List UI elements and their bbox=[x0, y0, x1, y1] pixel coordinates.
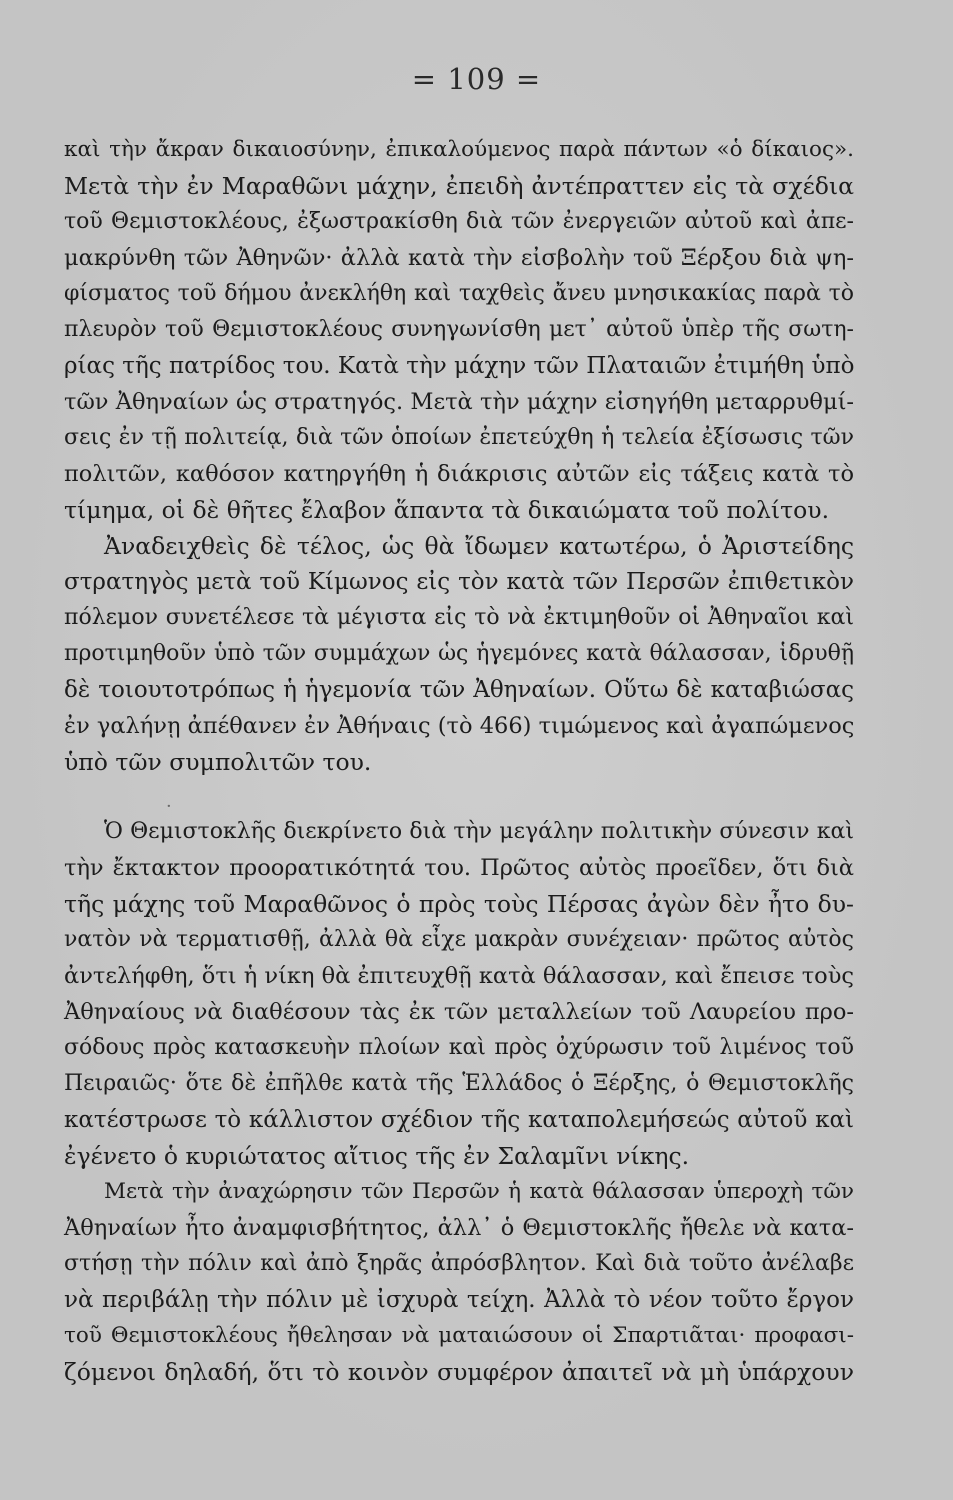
text-line: στρατηγὸς μετὰ τοῦ Κίμωνος εἰς τὸν κατὰ τῶν Περσῶν ἐπιθετικὸν bbox=[64, 569, 854, 595]
text-line: πολιτῶν, καθόσον κατηργήθη ἡ διάκρισις αὐτῶν εἰς τάξεις κατὰ τὸ bbox=[64, 461, 854, 487]
page-number: = 109 = bbox=[411, 62, 542, 96]
text-line: καὶ τὴν ἄκραν δικαιοσύνην, ἐπικαλούμενος παρὰ πάντων «ὁ δίκαιος». bbox=[64, 137, 854, 162]
text-line: ἀντελήφθη, ὅτι ἡ νίκη θὰ ἐπιτευχθῇ κατὰ θάλασσαν, καὶ ἔπεισε τοὺς bbox=[64, 963, 854, 989]
text-line: σόδους πρὸς κατασκευὴν πλοίων καὶ πρὸς ὀχύρωσιν τοῦ λιμένος τοῦ bbox=[64, 1035, 854, 1060]
text-line: νὰ περιβάλῃ τὴν πόλιν μὲ ἰσχυρὰ τείχη. Ἀλλὰ τὸ νέον τοῦτο ἔργον bbox=[64, 1287, 854, 1313]
text-line: Μετὰ τὴν ἀναχώρησιν τῶν Περσῶν ἡ κατὰ θάλασσαν ὑπεροχὴ τῶν bbox=[104, 1179, 854, 1204]
text-line: τὴν ἔκτακτον προορατικότητά του. Πρῶτος αὐτὸς προεῖδεν, ὅτι διὰ bbox=[64, 855, 854, 881]
text-line: πλευρὸν τοῦ Θεμιστοκλέους συνηγωνίσθη μετ᾽ αὐτοῦ ὑπὲρ τῆς σωτη- bbox=[64, 317, 854, 342]
text-line: προτιμηθοῦν ὑπὸ τῶν συμμάχων ὡς ἡγεμόνες κατὰ θάλασσαν, ἱδρυθῇ bbox=[64, 641, 854, 666]
text-line: ρίας τῆς πατρίδος του. Κατὰ τὴν μάχην τῶν Πλαταιῶν ἐτιμήθη ὑπὸ bbox=[64, 353, 855, 379]
text-line: ἐν γαλήνῃ ἀπέθανεν ἐν Ἀθήναις (τὸ 466) τιμώμενος καὶ ἀγαπώμενος bbox=[64, 713, 855, 739]
text-line: μακρύνθη τῶν Ἀθηνῶν· ἀλλὰ κατὰ τὴν εἰσβολὴν τοῦ Ξέρξου διὰ ψη- bbox=[64, 245, 854, 271]
text-line: Ἀναδειχθεὶς δὲ τέλος, ὡς θὰ ἴδωμεν κατωτέρω, ὁ Ἀριστείδης bbox=[104, 532, 854, 560]
text-line: ἐγένετο ὁ κυριώτατος αἴτιος τῆς ἐν Σαλαμῖνι νίκης. bbox=[64, 1142, 690, 1170]
text-line: Πειραιῶς· ὅτε δὲ ἐπῆλθε κατὰ τῆς Ἑλλάδος ὁ Ξέρξης, ὁ Θεμιστοκλῆς bbox=[64, 1071, 854, 1096]
text-line: τῶν Ἀθηναίων ὡς στρατηγός. Μετὰ τὴν μάχην εἰσηγήθη μεταρρυθμί- bbox=[64, 389, 854, 415]
text-line: πόλεμον συνετέλεσε τὰ μέγιστα εἰς τὸ νὰ ἐκτιμηθοῦν οἱ Ἀθηναῖοι καὶ bbox=[64, 605, 854, 630]
text-line: ζόμενοι δηλαδή, ὅτι τὸ κοινὸν συμφέρον ἀπαιτεῖ νὰ μὴ ὑπάρχουν bbox=[64, 1358, 854, 1386]
text-line: φίσματος τοῦ δήμου ἀνεκλήθη καὶ ταχθεὶς ἄνευ μνησικακίας παρὰ τὸ bbox=[64, 281, 854, 306]
text-line: νατὸν νὰ τερματισθῇ, ἀλλὰ θὰ εἶχε μακρὰν συνέχειαν· πρῶτος αὐτὸς bbox=[64, 927, 854, 952]
text-line: τοῦ Θεμιστοκλέους, ἐξωστρακίσθη διὰ τῶν ἐνεργειῶν αὐτοῦ καὶ ἀπε- bbox=[64, 209, 854, 234]
text-line: Ὁ Θεμιστοκλῆς διεκρίνετο διὰ τὴν μεγάλην πολιτικὴν σύνεσιν καὶ bbox=[104, 819, 854, 844]
text-line: σεις ἐν τῇ πολιτείᾳ, διὰ τῶν ὁποίων ἐπετεύχθη ἡ τελεία ἐξίσωσις τῶν bbox=[64, 425, 854, 450]
text-line: δὲ τοιουτοτρόπως ἡ ἡγεμονία τῶν Ἀθηναίων. Οὕτω δὲ καταβιώσας bbox=[64, 677, 854, 703]
text-line: Ἀθηναίους νὰ διαθέσουν τὰς ἐκ τῶν μεταλλείων τοῦ Λαυρείου προ- bbox=[64, 999, 854, 1025]
text-line: τῆς μάχης τοῦ Μαραθῶνος ὁ πρὸς τοὺς Πέρσας ἀγὼν δὲν ἦτο δυ- bbox=[64, 890, 854, 918]
text-line: κατέστρωσε τὸ κάλλιστον σχέδιον τῆς καταπολεμήσεώς αὐτοῦ καὶ bbox=[64, 1107, 854, 1133]
text-line: Ἀθηναίων ἦτο ἀναμφισβήτητος, ἀλλ᾽ ὁ Θεμιστοκλῆς ἤθελε νὰ κατα- bbox=[64, 1215, 854, 1241]
text-line: τίμημα, οἱ δὲ θῆτες ἔλαβον ἅπαντα τὰ δικαιώματα τοῦ πολίτου. bbox=[64, 496, 830, 524]
text-line: στήσῃ τὴν πόλιν καὶ ἀπὸ ξηρᾶς ἀπρόσβλητον. Καὶ διὰ τοῦτο ἀνέλαβε bbox=[64, 1251, 854, 1276]
text-line: ὑπὸ τῶν συμπολιτῶν του. bbox=[64, 748, 372, 776]
ink-speck: · bbox=[166, 796, 172, 817]
text-line: τοῦ Θεμιστοκλέους ἤθελησαν νὰ ματαιώσουν οἱ Σπαρτιᾶται· προφασι- bbox=[64, 1323, 854, 1348]
text-line: Μετὰ τὴν ἐν Μαραθῶνι μάχην, ἐπειδὴ ἀντέπραττεν εἰς τὰ σχέδια bbox=[64, 172, 854, 200]
